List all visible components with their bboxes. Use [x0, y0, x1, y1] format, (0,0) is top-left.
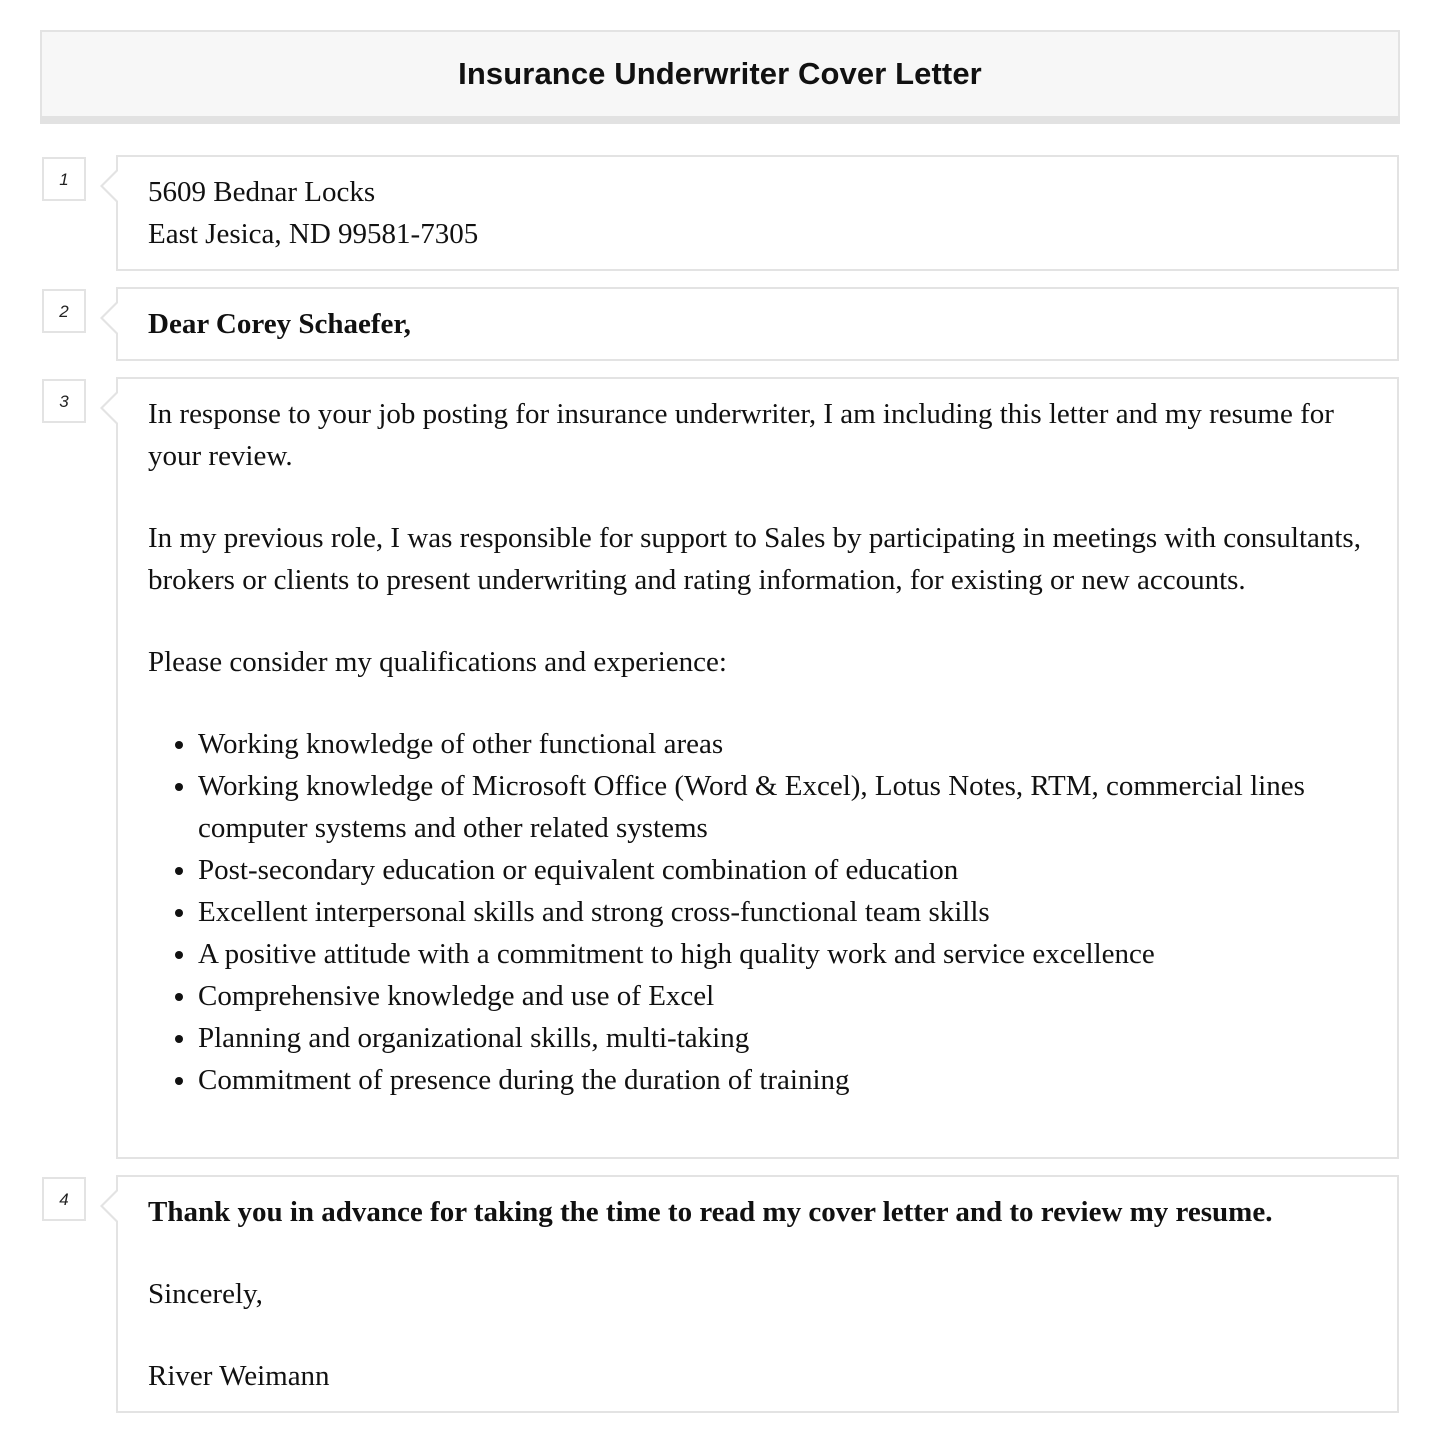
section-number-2: 2: [42, 289, 86, 333]
signer-name: River Weimann: [148, 1360, 330, 1392]
list-item: • Commitment of presence during the duration of training: [198, 1059, 1367, 1101]
intro-paragraph: In response to your job posting for insurance underwriter, I am including this letter and my resume for your review.: [148, 398, 1334, 472]
previous-role-paragraph: In my previous role, I was responsible for support to Sales by participating in meetings with consultants, brokers or clients to present underwriting and rating information, for existing or new accounts.: [148, 522, 1361, 596]
salutation: Dear Corey Schaefer,: [148, 308, 411, 340]
salutation-block: [116, 287, 1399, 361]
qualifications-list: [148, 723, 1367, 1101]
header-divider: [40, 116, 1400, 124]
signoff: Sincerely,: [148, 1278, 263, 1310]
address-line-2: East Jesica, ND 99581-7305: [148, 218, 479, 250]
list-item: • Working knowledge of Microsoft Office (Word & Excel), Lotus Notes, RTM, commercial lines computer systems and other related systems: [198, 765, 1367, 849]
address-line-1: 5609 Bednar Locks: [148, 176, 376, 208]
list-item: • Planning and organizational skills, multi-taking: [198, 1017, 1367, 1059]
thank-you-line: Thank you in advance for taking the time to read my cover letter and to review my resume.: [148, 1196, 1273, 1228]
page-header: [40, 30, 1400, 116]
list-item: • Comprehensive knowledge and use of Excel: [198, 975, 1367, 1017]
list-item: • Working knowledge of other functional areas: [198, 723, 1367, 765]
qualifications-intro: Please consider my qualifications and experience:: [148, 646, 727, 678]
section-number-4: 4: [42, 1177, 86, 1221]
address-block: [116, 155, 1399, 271]
closing-block: [116, 1175, 1399, 1413]
page-title: Insurance Underwriter Cover Letter: [458, 56, 982, 91]
section-number-1: 1: [42, 157, 86, 201]
letter-body: [116, 377, 1399, 1159]
list-item: • A positive attitude with a commitment to high quality work and service excellence: [198, 933, 1367, 975]
list-item: • Excellent interpersonal skills and strong cross-functional team skills: [198, 891, 1367, 933]
section-number-3: 3: [42, 379, 86, 423]
list-item: • Post-secondary education or equivalent combination of education: [198, 849, 1367, 891]
